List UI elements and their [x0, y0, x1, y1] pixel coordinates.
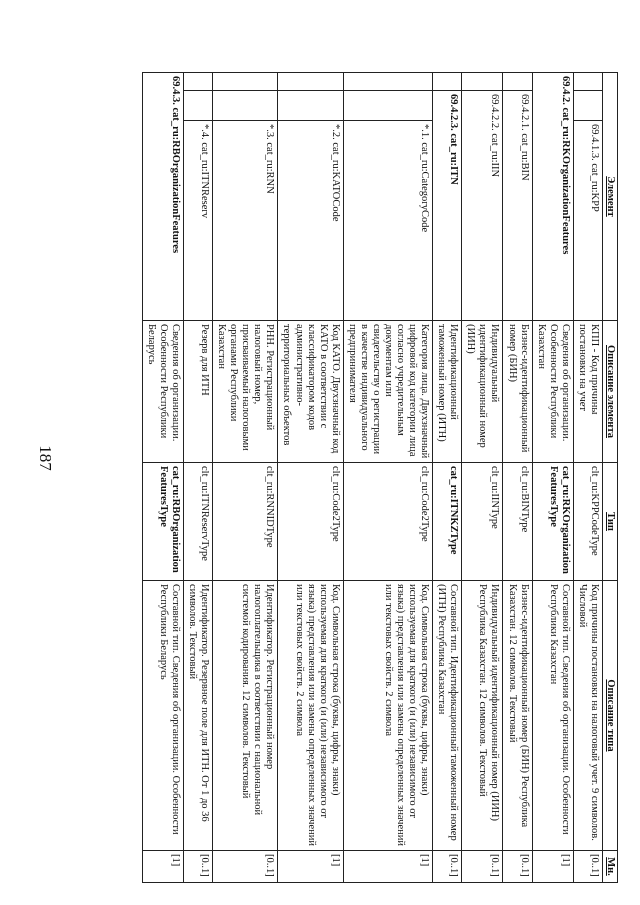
row-type: cat_ru:ITNKZType	[433, 463, 462, 581]
row-number: 69.4.2.	[559, 76, 571, 105]
row-mn: [1]	[278, 851, 343, 883]
header-element: Элемент	[602, 73, 617, 321]
row-type: clt_ru:RNNIDType	[213, 463, 278, 581]
row-name: cat_ru:KATOCode	[329, 142, 341, 222]
table-row	[213, 73, 278, 883]
row-number: 69.4.2.2.	[489, 94, 501, 131]
row-name: cat_ru:BIN	[518, 133, 530, 181]
row-element	[462, 91, 503, 321]
row-mn: [0..1]	[213, 851, 278, 883]
table-row	[278, 73, 343, 883]
row-type-desc: Код. Символьная строка (буквы, цифры, знаки) используемая для краткого (и (или) независимого от языка) представления или замены определенных значений или текстовых свойств. 2 символа	[343, 581, 432, 851]
table-row	[433, 73, 462, 883]
row-type: clt_ru:BINType	[503, 463, 532, 581]
table-row	[343, 73, 432, 883]
table-row	[532, 73, 573, 883]
row-type-desc: Идентификатор. Резервное поле для ИТН. От 1 до 36 символов. Текстовый	[184, 581, 213, 851]
row-number: *.4.	[199, 124, 211, 140]
row-type: cat_ru:RKOrganizationFeaturesType	[532, 463, 573, 581]
row-name: cat_ru:ITNReserv	[199, 142, 211, 219]
row-name: cat_ru:RBOrganizationFeatures	[170, 107, 181, 254]
row-element	[184, 121, 213, 321]
row-element	[278, 121, 343, 321]
row-mn: [0..1]	[503, 851, 532, 883]
row-element	[503, 91, 532, 321]
row-type-desc: Бизнес-идентификационный номер (БИН) Республика Казахстан. 12 символов. Текстовый	[503, 581, 532, 851]
row-name: cat_ru:ITN	[448, 133, 460, 185]
page-number: 187	[36, 445, 55, 471]
row-mn: [0..1]	[433, 851, 462, 883]
row-mn: [0..1]	[573, 851, 602, 883]
row-number: *.2.	[329, 124, 341, 140]
row-desc: Сведения об организации. Особенности Республики Казахстан	[532, 321, 573, 463]
row-type: clt_ru:Code2Type	[343, 463, 432, 581]
row-desc: Индивидуальный идентификационный номер (ИИН)	[462, 321, 503, 463]
rotated-table-container	[110, 72, 618, 882]
table-row	[462, 73, 503, 883]
table-row	[184, 73, 213, 883]
row-element	[532, 73, 573, 321]
header-mn: Мн.	[602, 851, 617, 883]
row-number: 69.4.3.	[170, 76, 181, 105]
row-type: cat_ru:RBOrganizationFeaturesType	[142, 463, 183, 581]
row-mn: [1]	[532, 851, 573, 883]
row-desc: Категория лица. Двухзначный цифровой код категории лица согласно учредительным документам или свидетельству о регистрации в качестве индивидуального предпринимателя	[343, 321, 432, 463]
row-number: *.3.	[264, 124, 276, 140]
row-type-desc: Составной тип. Сведения об организации. Особенности Республики Казахстан	[532, 581, 573, 851]
row-name: cat_ru:RKOrganizationFeatures	[559, 107, 571, 255]
table-header-row	[602, 73, 617, 883]
row-name: cat_ru:CategoryCode	[419, 142, 431, 233]
header-type: Тип	[602, 463, 617, 581]
row-mn: [0..1]	[184, 851, 213, 883]
row-desc: КПП - Код причины постановки на учет	[573, 321, 602, 463]
row-type-desc: Идентификатор. Регистрационный номер налогоплательщика в соответствии с национальной системой кодирования. 12 символов. Текстовый	[213, 581, 278, 851]
row-number: 69.4.1.3.	[588, 124, 600, 161]
row-element	[433, 91, 462, 321]
row-desc: Идентификационный таможенный номер (ИТН)	[433, 321, 462, 463]
row-type-desc: Индивидуальный идентификационный номер (ИИН) Республика Казахстан. 12 символов. Текстовый	[462, 581, 503, 851]
row-name: cat_ru:KPP	[588, 163, 600, 212]
row-desc: Сведения об организации. Особенности Республики Беларусь	[142, 321, 183, 463]
element-table	[142, 72, 618, 883]
row-desc: Бизнес-идентификационный номер (БИН)	[503, 321, 532, 463]
table-row	[142, 73, 183, 883]
row-type-desc: Составной тип. Идентификационный таможенный номер (ИТН) Республика Казахстан	[433, 581, 462, 851]
row-type: clt_ru:KPPCodeType	[573, 463, 602, 581]
row-desc: РНН. Регистрационный налоговый номер, присваиваемый налоговыми органами Республики Казахстан	[213, 321, 278, 463]
header-type-desc: Описание типа	[602, 581, 617, 851]
table-row	[503, 73, 532, 883]
row-mn: [0..1]	[462, 851, 503, 883]
row-element	[142, 73, 183, 321]
row-type: clt_ru:ITNReservType	[184, 463, 213, 581]
row-desc: Код КАТО. Двухзначный код КАТО в соответствии с классификатором кодов административно-территориальных объектов	[278, 321, 343, 463]
row-type: clt_ru:IINType	[462, 463, 503, 581]
row-mn: [1]	[343, 851, 432, 883]
row-type-desc: Код. Символьная строка (буквы, цифры, знаки) используемая для краткого (и (или) независимого от языка) представления или замены определенных значений или текстовых свойств. 2 символа	[278, 581, 343, 851]
row-number: 69.4.2.3.	[448, 94, 460, 131]
row-type-desc: Код причины постановки на налоговый учет. 9 символов. Числовой	[573, 581, 602, 851]
table-row	[573, 73, 602, 883]
row-type-desc: Составной тип. Сведения об организации. Особенности Республики Беларусь	[142, 581, 183, 851]
row-name: cat_ru:RNN	[264, 142, 276, 194]
header-element-desc: Описание элемента	[602, 321, 617, 463]
row-number: 69.4.2.1.	[518, 94, 530, 131]
row-mn: [1]	[142, 851, 183, 883]
row-desc: Резерв для ИТН	[184, 321, 213, 463]
row-element	[343, 121, 432, 321]
row-element	[573, 121, 602, 321]
row-type: clt_ru:Code2Type	[278, 463, 343, 581]
row-name: cat_ru:IIN	[489, 133, 501, 178]
row-number: *.1.	[419, 124, 431, 140]
row-element	[213, 121, 278, 321]
